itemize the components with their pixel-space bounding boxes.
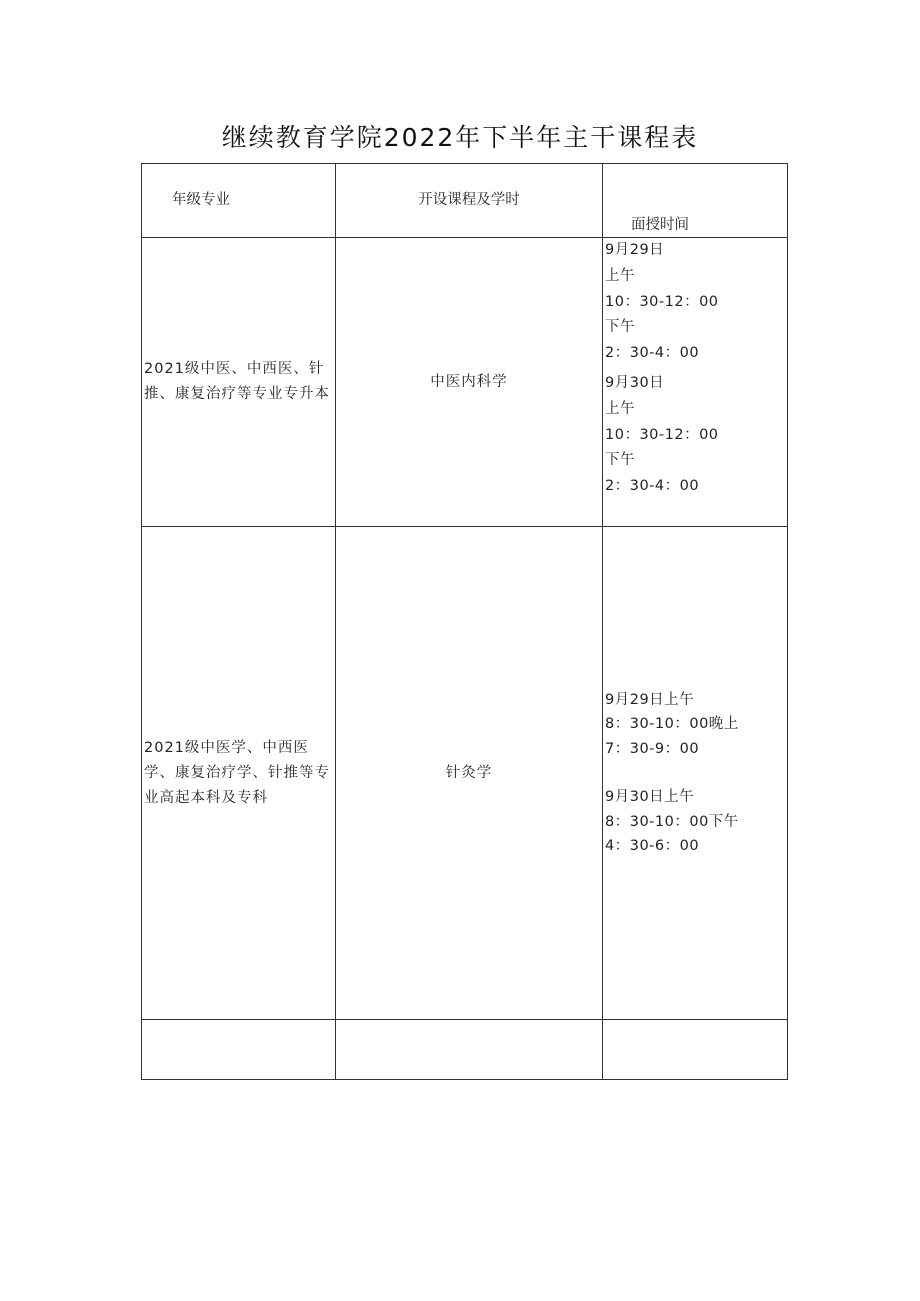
time-line: 2：30-4：00 <box>605 478 700 495</box>
table-row-empty <box>142 1020 788 1080</box>
header-course: 开设课程及学时 <box>336 164 603 238</box>
time-line: 上午 <box>605 400 635 417</box>
time-line: 下午 <box>605 319 635 336</box>
page-title: 继续教育学院2022年下半年主干课程表 <box>221 123 699 152</box>
table-header-row <box>142 164 788 238</box>
course-cell <box>336 1020 603 1080</box>
time-line: 10：30-12：00 <box>605 426 719 443</box>
time-cell <box>603 1020 788 1080</box>
time-cell <box>603 238 788 527</box>
time-line: 下午 <box>605 452 635 469</box>
header-major: 年级专业 <box>142 164 336 238</box>
time-line: 8：30-10：00下午 <box>605 813 739 830</box>
time-line: 9月30日上午 <box>605 789 695 805</box>
time-line: 8：30-10：00晚上 <box>605 716 739 732</box>
major-cell <box>142 1020 336 1080</box>
time-cell <box>603 527 788 1020</box>
course-cell: 针灸学 <box>336 527 603 1020</box>
header-time-label: 面授时间 <box>631 217 689 233</box>
course-cell: 中医内科学 <box>336 238 603 527</box>
time-line: 10：30-12：00 <box>605 293 719 310</box>
time-line: 2：30-4：00 <box>605 345 700 362</box>
major-cell: 2021级中医学、中西医学、康复治疗学、针推等专业高起本科及专科 <box>142 527 336 1020</box>
time-line: 上午 <box>605 267 635 284</box>
header-time <box>603 164 788 238</box>
course-schedule-table <box>141 163 788 1080</box>
table-row <box>142 238 788 527</box>
major-cell: 2021级中医、中西医、针推、康复治疗等专业专升本 <box>142 238 336 527</box>
time-line: 4：30-6：00 <box>605 838 700 854</box>
time-line: 9月29日 <box>605 242 665 258</box>
time-line: 9月30日 <box>605 374 665 391</box>
table-row <box>142 527 788 1020</box>
time-line: 9月29日上午 <box>605 691 695 708</box>
time-line: 7：30-9：00 <box>605 740 700 757</box>
